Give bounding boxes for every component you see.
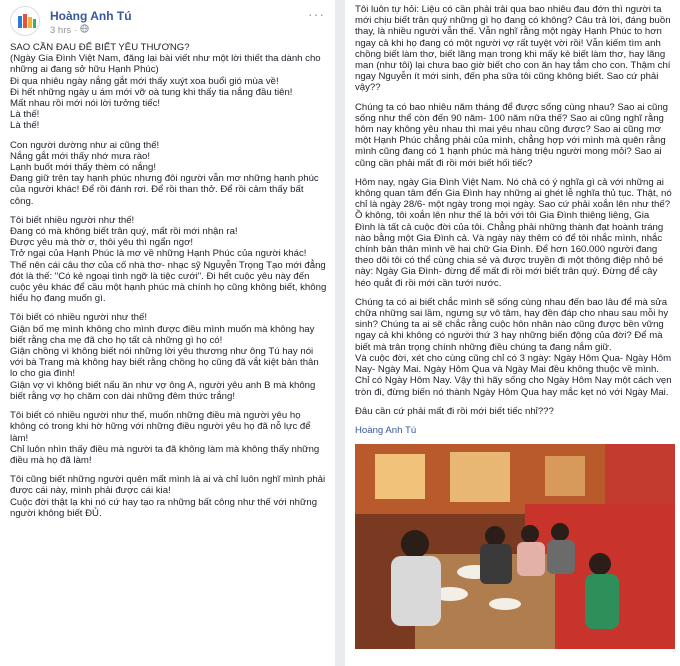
post-card-right xyxy=(345,0,680,666)
post-text-line: Tôi luôn tự hỏi: Liệu có cần phải trải qua bao nhiêu đau đớn thì người ta mới chịu biết trân quý những gì họ đang có không? Câu trả lời, đáng buồn thay, là nhiều người vẫn thế. Vẫn nghĩ rằng một ngày Hạnh Phúc to hơn ngay cả khi họ đang có một người vợ rất tuyệt vời rồi! Vẫn kiếm tìm anh chồng biết làm thơ, biết lãng mạn trong khi mấy kẻ biết làm thơ, hay lãng man (như tôi) lại chưa bao giờ biết cho con ăn hay tắm cho con. Thậm chí ngay Nguyễn ít mới sinh, đến pha sữa tôi cũng không biết. Sao cứ phải vậy?? xyxy=(355,4,671,94)
post-text-line: Đang có mà không biết trân quý, mất rồi mới nhận ra! xyxy=(10,226,238,238)
post-text-line: Lạnh buốt mới thấy thèm có nắng! xyxy=(10,162,157,174)
avatar[interactable] xyxy=(10,6,40,36)
post-text-line: (Ngày Gia Đình Việt Nam, đăng lại bài viết như một lời thiết tha dành cho những ai đang sở hữu Hạnh Phúc) xyxy=(10,53,321,76)
post-text-right-paragraphs xyxy=(355,4,672,417)
author-signature[interactable]: Hoàng Anh Tú xyxy=(355,424,417,436)
post-paragraph xyxy=(355,177,672,289)
post-paragraph xyxy=(355,4,672,94)
post-text-line: Đang giữ trên tay hạnh phúc nhưng đôi người vẫn mơ những hạnh phúc của người khác! Để rồi đánh rơi. Để rồi than thở. Để rồi cảm thấy bất công. xyxy=(10,173,319,207)
post-paragraph xyxy=(355,297,672,398)
post-header xyxy=(0,0,335,42)
post-paragraph xyxy=(10,312,327,402)
author-name[interactable]: Hoàng Anh Tú xyxy=(50,9,132,23)
post-paragraph xyxy=(355,406,672,417)
post-text-line: Tôi cũng biết những người quên mất mình là ai và chỉ luôn nghĩ mình phải được cái này, mình phải được cái kia! xyxy=(10,474,326,497)
post-text-right xyxy=(345,0,680,436)
post-text-line: Giận chồng vì không biết nói những lời yêu thương như ông Tú hay nói với bà Trang mà không hay biết rằng chồng họ cũng đã vắt kiệt bản thân lo cho gia đình! xyxy=(10,346,319,380)
post-text-line: Và cuộc đời, xét cho cùng cũng chỉ có 3 ngày: Ngày Hôm Qua- Ngày Hôm Nay- Ngày Mai. Ngày Hôm Qua và Ngày Mai đều không thuộc về mình. Chỉ có Ngày Hôm Nay. Vậy thì hãy sống cho Ngày Hôm Nay một cách vẹn tròn đi, đừng biến nó thành Ngày Hôm Qua hay mắc kẹt nó với Ngày Mai. xyxy=(355,352,672,398)
post-text-line: Tôi biết nhiều người như thế! xyxy=(10,214,135,226)
post-paragraph xyxy=(10,140,327,207)
post-text-line: Chỉ luôn nhìn thấy điều mà người ta đã không làm mà không thấy những điều mà họ đã làm! xyxy=(10,443,320,466)
post-text-line: Giận bố mẹ mình không cho mình được điều mình muốn mà không hay biết rằng cha mẹ đã cho họ tất cả những gì họ có! xyxy=(10,323,315,346)
post-paragraph xyxy=(355,102,672,169)
post-text-line: Tôi biết có nhiều người như thế! xyxy=(10,312,148,324)
post-text-line: Mất nhau rồi mới nói lời tưởng tiếc! xyxy=(10,98,161,110)
post-text-line: SAO CẦN ĐAU ĐỂ BIẾT YÊU THƯƠNG? xyxy=(10,42,190,53)
post-text-line: Cuộc đời thật lạ khi nó cứ hay tạo ra những bất công như thế với những người không biết ĐỦ. xyxy=(10,496,318,519)
post-paragraph xyxy=(10,410,327,466)
post-text-line: Đâu cần cứ phải mất đi rồi mới biết tiếc nhỉ??? xyxy=(355,405,554,417)
post-text-line: Là thế! xyxy=(10,120,40,132)
post-text-line: Trở ngại của Hạnh Phúc là mơ về những Hạnh Phúc của người khác! xyxy=(10,248,307,260)
post-text-line: Tôi biết có nhiều người như thế, muốn những điều mà người yêu họ không có trong khi hờ hững với những điều người yêu họ đã nỗ lực để làm! xyxy=(10,410,311,444)
post-text-left xyxy=(0,42,335,519)
post-text-line: Chúng ta có ai biết chắc mình sẽ sống cùng nhau đến bao lâu để mà sửa chữa những sai lầm, ngưng sự vô tâm, hay đền đáp cho nhau sau mỗi hy sinh? Chúng ta ai sẽ chắc rằng cuộc hôn nhân nào cũng được bền vững ngay cả khi không có người thứ 3 hay những biến động của đời? Để mà biết mà trân trọng chính những điều chúng ta đang nắm giữ. xyxy=(355,296,669,353)
post-text-line: Đi qua nhiêu ngày nắng gắt mới thấy xuýt xoa buổi gió mùa về! xyxy=(10,75,279,87)
separator-dot: · xyxy=(74,24,78,36)
post-text-line: Được yêu mà thờ ơ, thôi yêu thì ngẩn ngơ! xyxy=(10,237,194,249)
post-text-line: Con người dường như ai cũng thế! xyxy=(10,139,160,151)
post-text-line: Chúng ta có bao nhiêu năm tháng để được sống cùng nhau? Sao ai cũng sống như thể còn đến 90 năm- 100 năm nữa thế? Sao ai cũng nghĩ rằng hôm nay không yêu nhau thì mai yêu nhau cũng được? Sao ai cũng mơ một Hạnh Phúc chẳng phải của mình, chẳng hợp với mình mà quên rằng mình cũng đang có 1 hạnh phúc mà hàng triệu người mong mỏi? Sao ai cũng cần phải mất đi rồi mới biết hối tiếc? xyxy=(355,101,669,169)
post-photo[interactable] xyxy=(355,444,675,649)
post-options-button[interactable]: ··· xyxy=(308,6,325,22)
post-text-line: Thế nên cái câu thơ của cố nhà thơ- nhạc sỹ Nguyễn Trọng Tạo mới đẳng đót là thế: "Có kẻ ngoại tình ngỡ là tiệc cưới". Đi hết cuộc yêu này đến cuộc yêu khác để cầu một hạnh phúc mà chính họ cũng không biết, không hiểu họ đang muốn gì. xyxy=(10,259,327,305)
post-text-line: Hôm nay, ngày Gia Đình Việt Nam. Nó chả có ý nghĩa gì cả với những ai không quan tâm đến Gia Đình hay những ai ghét lễ nghĩa thủ tục. Thật, nó chỉ là ngày 28/6- một ngày trong mọi ngày. Sao cứ phải xoắn lên như thế? Ồ không, tôi xoắn lên như thế là bởi với tôi Gia Đình thiêng liêng, Gia Đình là tất cả cuộc đời của tôi. Chẳng phải những thành đạt hoành tráng nào bằng một Gia Đình cả. Và ngày này thêm có để tôi nhắc mình, nhắc chính bản thân mình về hai chữ Gia Đình. Để hơn 160.000 người đang theo dõi tôi có thể cùng chia sẻ và được truyền đi một thông điệp nhỏ bé này: Ngày Gia Đình- đừng để mất đi rồi mới biết trân quý. Đừng để cây héo quắt đi rồi mới cần tưới nước. xyxy=(355,176,672,289)
globe-icon xyxy=(80,24,89,36)
post-paragraph xyxy=(10,215,327,305)
post-meta xyxy=(50,24,89,36)
post-paragraph xyxy=(10,474,327,519)
post-text-line: Đi hết những ngày u ám mới vỡ oà tung khi thấy tia nắng đầu tiên! xyxy=(10,86,293,98)
post-text-line: Nắng gắt mới thấy nhớ mưa rào! xyxy=(10,150,151,162)
post-text-line: Giận vợ vì không biết nấu ăn như vợ ông A, người yêu anh B mà không biết rằng vợ họ chăm con dài những đêm thức trắng! xyxy=(10,379,316,402)
post-time[interactable]: 3 hrs xyxy=(50,24,72,36)
post-text-line: Là thế! xyxy=(10,109,40,121)
post-card-left xyxy=(0,0,335,666)
post-paragraph xyxy=(10,42,327,132)
